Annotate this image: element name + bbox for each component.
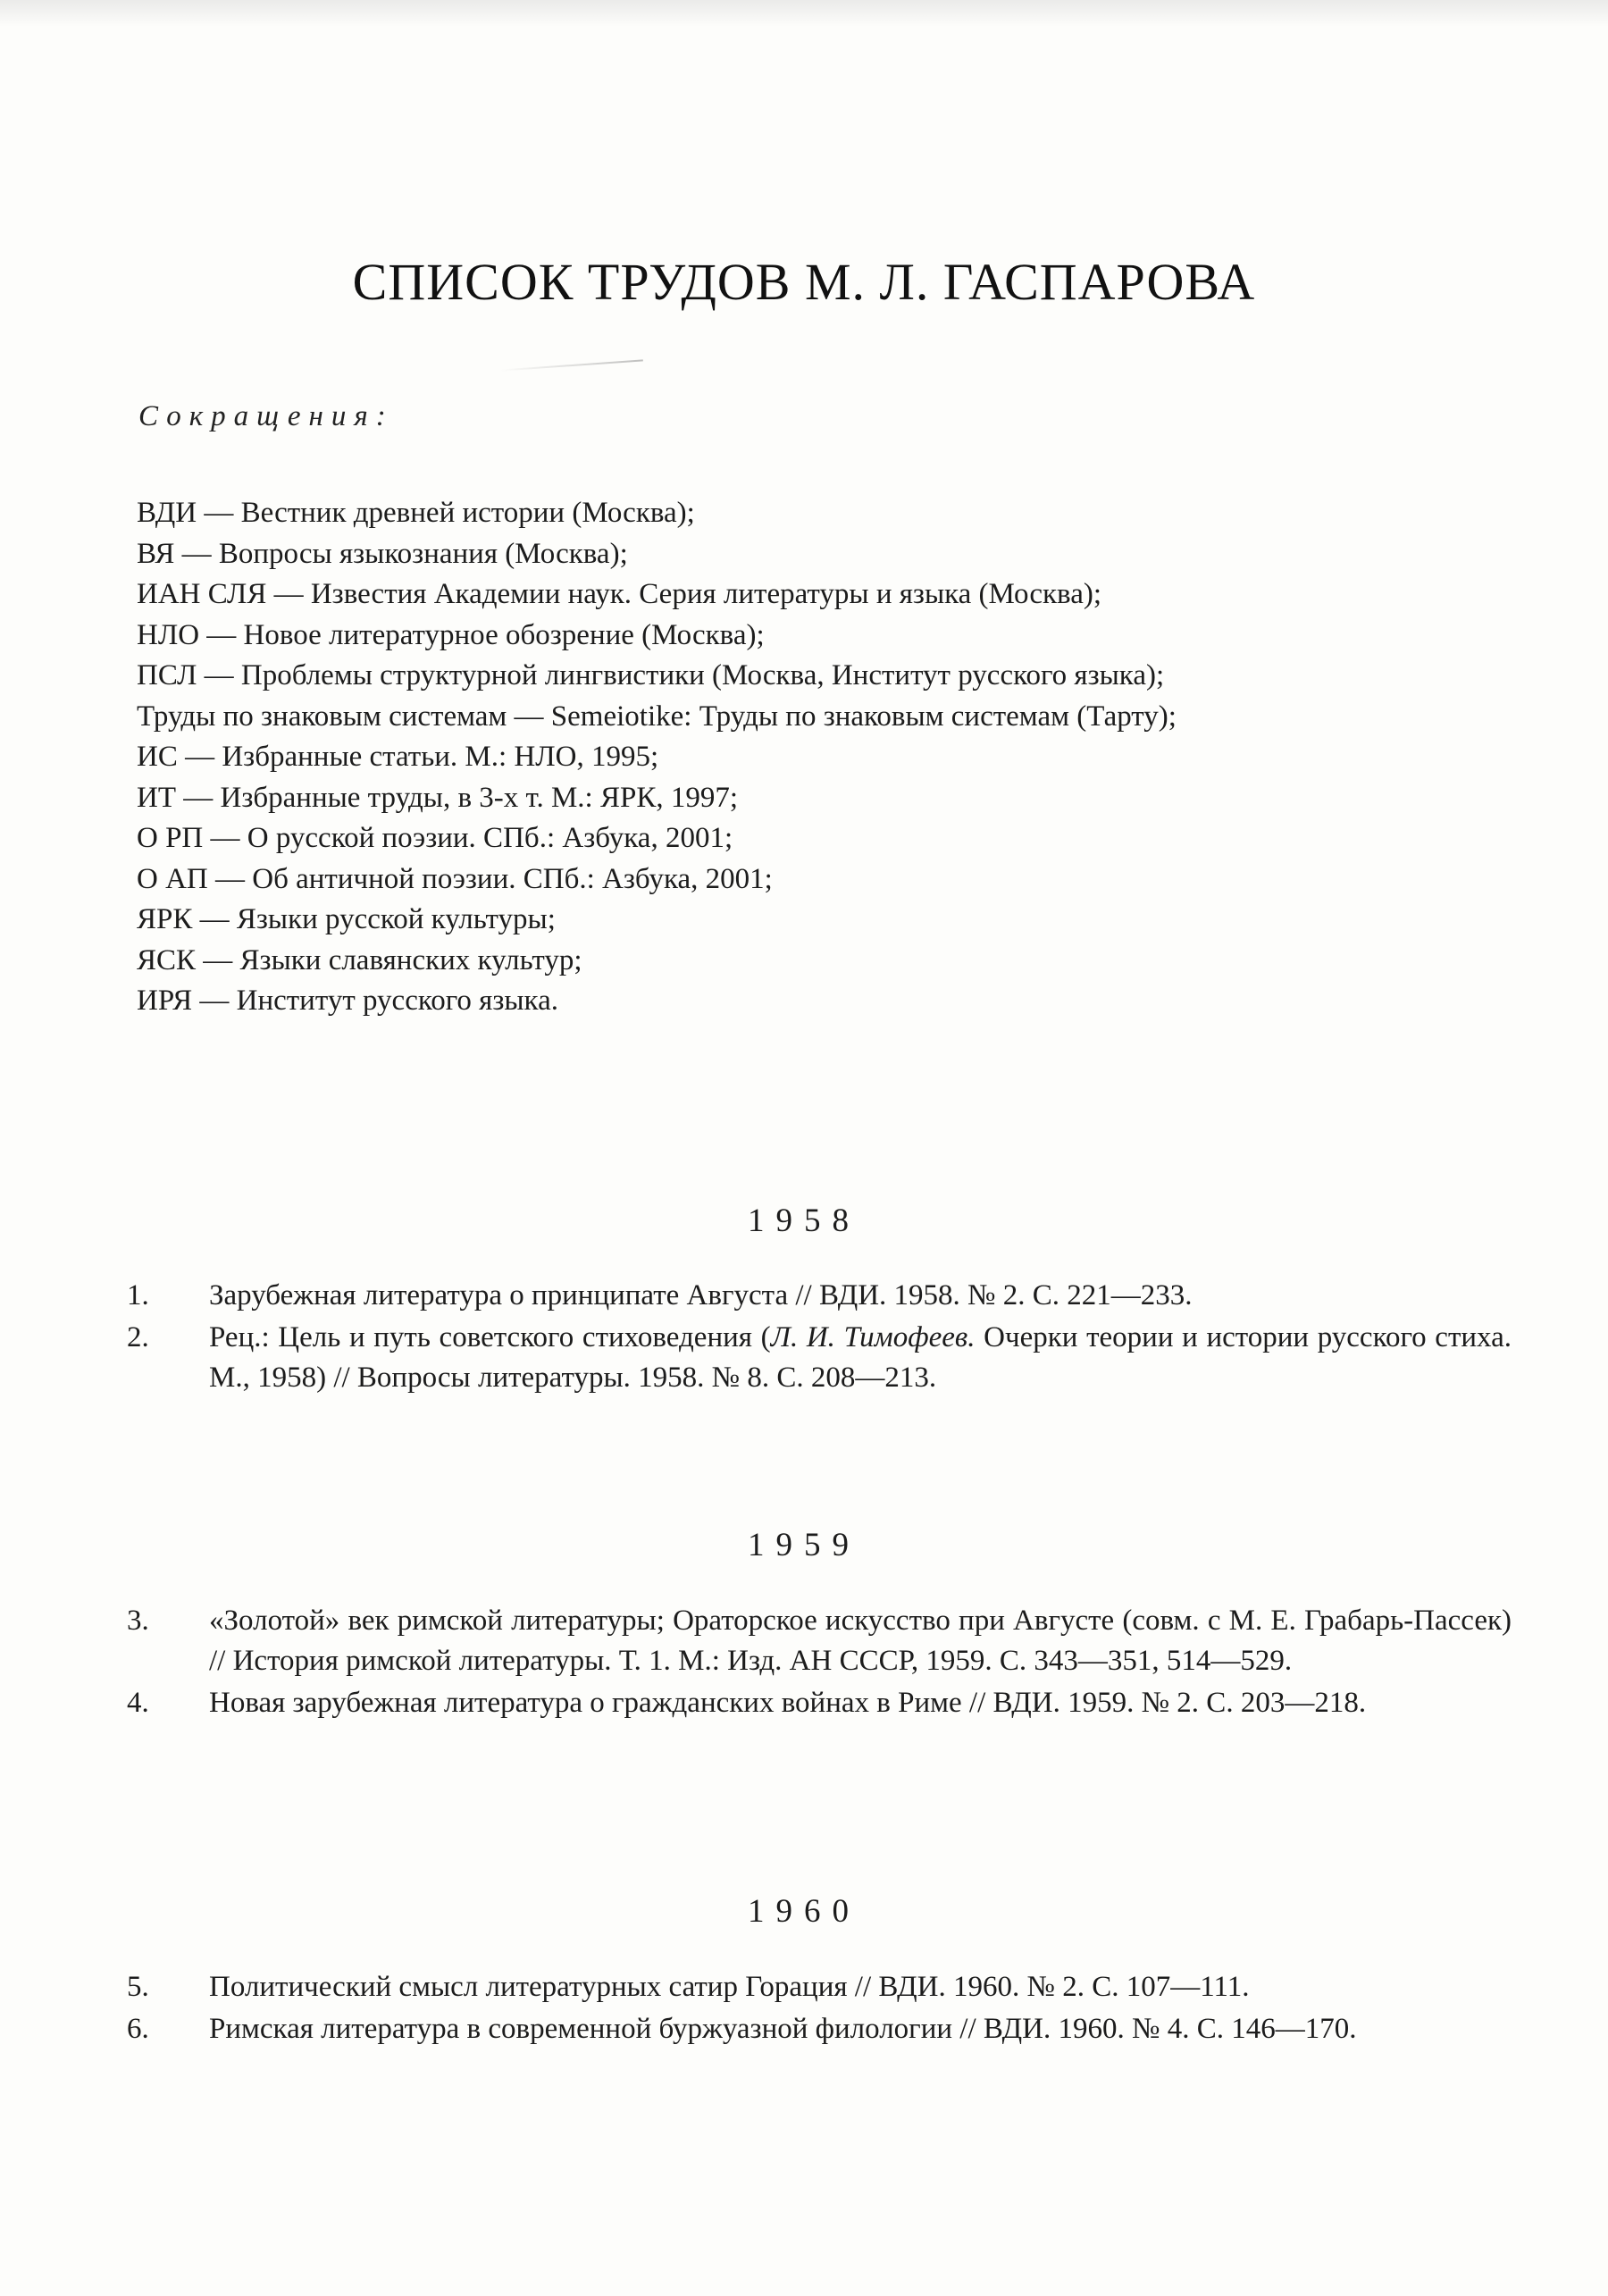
abbreviations-list [137,493,1503,1022]
entries-1959 [127,1601,1512,1725]
abbreviation-item: ИРЯ — Институт русского языка. [137,985,558,1017]
bibliography-entry [127,1318,1512,1398]
abbreviation-item: ВДИ — Вестник древней истории (Москва); [137,497,695,529]
abbreviation-item: ЯРК — Языки русской культуры; [137,903,556,935]
entry-text: Зарубежная литература о принципате Августа // ВДИ. 1958. № 2. С. 221—233. [209,1279,1193,1311]
entry-number: 6. [127,2013,149,2045]
entries-1958 [127,1276,1512,1400]
entry-text: Римская литература в современной буржуазной филологии // ВДИ. 1960. № 4. С. 146—170. [209,2013,1357,2045]
entry-text: Политический смысл литературных сатир Горация // ВДИ. 1960. № 2. С. 107—111. [209,1971,1250,2003]
abbreviation-item: НЛО — Новое литературное обозрение (Москва); [137,618,765,651]
bibliography-entry [127,1276,1512,1316]
entry-text: Рец.: Цель и путь советского стиховедения ( [209,1321,771,1353]
bibliography-entry [127,2009,1512,2049]
year-heading-1958: 1958 [748,1202,860,1239]
abbreviation-item: ИТ — Избранные труды, в 3-х т. М.: ЯРК, 1997; [137,781,739,814]
abbreviation-item: ИАН СЛЯ — Известия Академии наук. Серия литературы и языка (Москва); [137,578,1102,610]
entry-text: «Золотой» век римской литературы; Ораторское искусство при Августе (совм. с М. Е. Грабарь-Пассек) // История римской литературы. Т. 1. М.: Изд. АН СССР, 1959. С. 343—351, 514—529. [209,1605,1512,1677]
bibliography-entry [127,1683,1512,1723]
abbreviation-item: ЯСК — Языки славянских культур; [137,943,582,976]
abbreviation-item: ВЯ — Вопросы языкознания (Москва); [137,537,628,570]
entry-number: 2. [127,1321,149,1353]
abbreviation-item: О РП — О русской поэзии. СПб.: Азбука, 2001; [137,822,733,854]
abbreviation-item: О АП — Об античной поэзии. СПб.: Азбука, 2001; [137,862,773,895]
bibliography-entry [127,1601,1512,1681]
entry-author-italic: Л. И. Тимофеев. [770,1321,976,1353]
entries-1960 [127,1967,1512,2051]
year-heading-1959: 1959 [748,1527,860,1563]
entry-number: 5. [127,1971,149,2003]
entry-number: 3. [127,1605,149,1637]
abbreviations-heading: Сокращения: [138,400,394,432]
entry-text-continued: Очерки теории и истории русского стиха. М., 1958) // Вопросы литературы. 1958. № 8. С. 208—213. [209,1321,1512,1394]
scan-mark [500,359,643,371]
bibliography-entry [127,1967,1512,2007]
abbreviation-item: Труды по знаковым системам — Semeiotike: Труды по знаковым системам (Тарту); [137,700,1177,733]
entry-number: 4. [127,1687,149,1719]
entry-text: Новая зарубежная литература о гражданских войнах в Риме // ВДИ. 1959. № 2. С. 203—218. [209,1687,1367,1719]
scan-shadow [0,0,1608,27]
abbreviation-item: ИС — Избранные статьи. М.: НЛО, 1995; [137,741,659,773]
abbreviation-item: ПСЛ — Проблемы структурной лингвистики (Москва, Институт русского языка); [137,659,1165,691]
page-title: СПИСОК ТРУДОВ М. Л. ГАСПАРОВА [352,253,1256,311]
entry-number: 1. [127,1279,149,1311]
year-heading-1960: 1960 [748,1893,860,1930]
